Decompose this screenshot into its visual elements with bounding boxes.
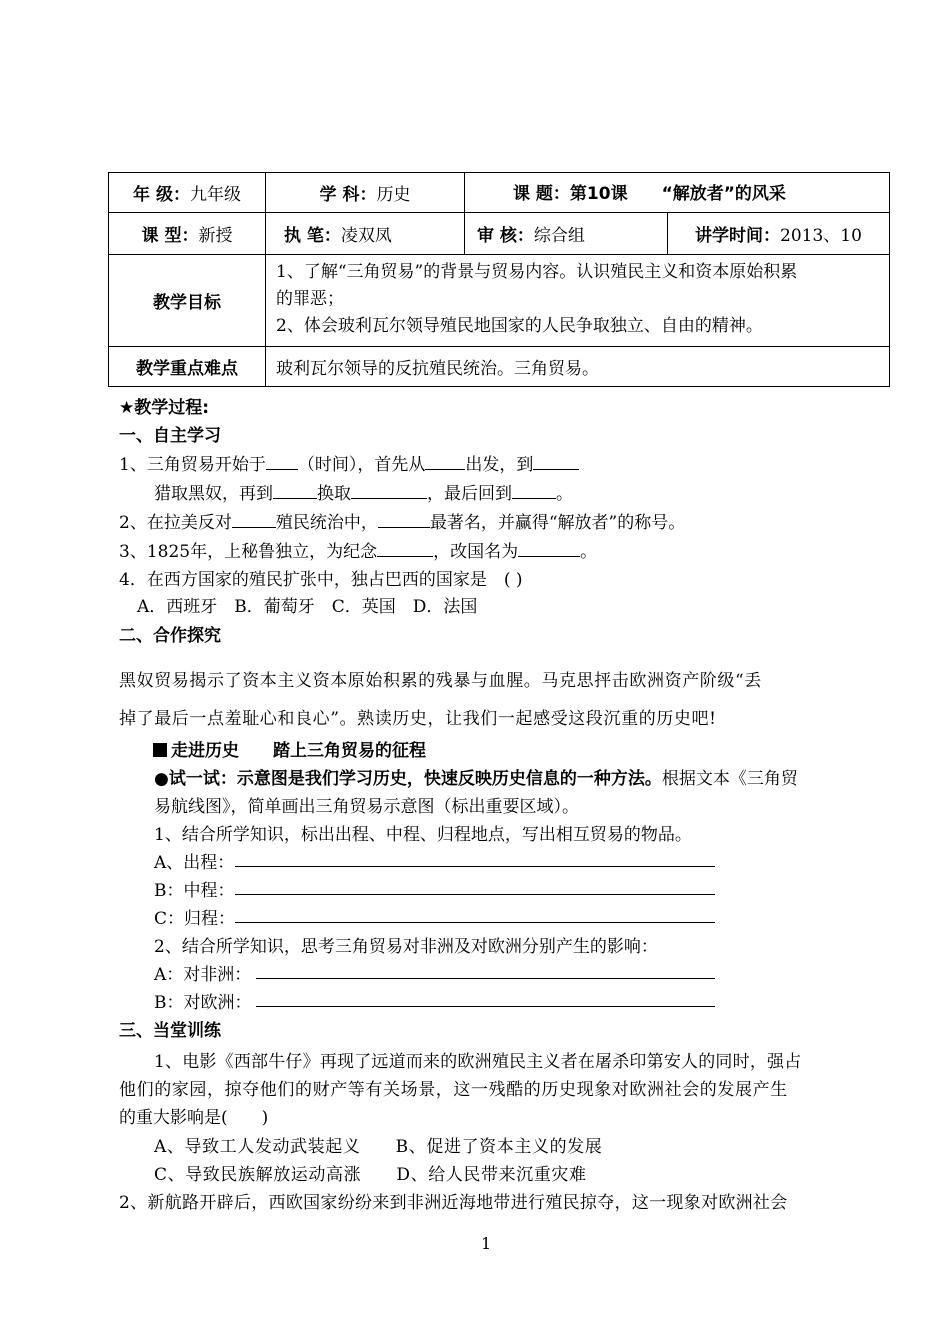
- section2-title: 二、合作探究: [119, 626, 221, 646]
- author-cell: [266, 213, 465, 255]
- s1-q1-g: 。: [556, 484, 573, 504]
- s1-q2-b: 殖民统治中，: [275, 513, 378, 533]
- goal-1a: 1、了解“三角贸易”的背景与贸易内容。认识殖民主义和资本原始积累: [276, 262, 798, 282]
- topic-label: 课 题：: [513, 184, 570, 204]
- s3-q1-line1: 1、电影《西部牛仔》再现了远道而来的欧洲殖民主义者在屠杀印第安人的同时，强占: [154, 1052, 802, 1072]
- s2-try-bold: ●试一试：示意图是我们学习历史，快速反映历史信息的一种方法。: [154, 769, 662, 789]
- grade-cell: [109, 173, 266, 213]
- answer-line: [256, 978, 715, 979]
- s3-q2-line1: 2、新航路开辟后，西欧国家纷纷来到非洲近海地带进行殖民掠夺，这一现象对欧洲社会: [119, 1193, 788, 1213]
- key-value: 玻利瓦尔领导的反抗殖民统治。三角贸易。: [266, 347, 890, 387]
- s2-africa-label: A：对非洲：: [154, 965, 252, 985]
- goal-2: 2、体会玻利瓦尔领导殖民地国家的人民争取独立、自由的精神。: [276, 316, 763, 336]
- section1-title: 一、自主学习: [119, 426, 221, 446]
- s1-q3-c: 。: [580, 542, 598, 562]
- s1-q4: 4．在西方国家的殖民扩张中，独占巴西的国家是 ( ): [119, 570, 523, 590]
- s2-try-line1: [154, 764, 798, 789]
- time-cell: [668, 213, 890, 255]
- author-label: 执 笔：: [284, 226, 341, 246]
- type-cell: [109, 213, 266, 255]
- blank: [425, 452, 465, 470]
- subject-value: 历史: [376, 185, 411, 205]
- s1-q3-a: 3、1825年，上秘鲁独立，为纪念: [119, 542, 378, 562]
- blank: [377, 539, 433, 557]
- blank: [378, 510, 430, 528]
- time-value: 2013、10: [780, 226, 862, 246]
- s2-a-label: A、出程：: [154, 853, 235, 873]
- answer-line: [235, 922, 715, 923]
- blank: [273, 481, 317, 499]
- s2-task2: 2、结合所学知识，思考三角贸易对非洲及对欧洲分别产生的影响：: [154, 937, 658, 957]
- goal-1b: 的罪恶；: [276, 289, 344, 309]
- section3-title: 三、当堂训练: [119, 1021, 221, 1041]
- blank: [232, 510, 276, 528]
- author-value: 凌双凤: [340, 226, 392, 246]
- goals-content: [266, 255, 890, 347]
- s2-try-line2: 易航线图》，简单画出三角贸易示意图（标出重要区域）。: [154, 797, 579, 817]
- s1-q2-a: 2、在拉美反对: [119, 513, 232, 533]
- s2-c-label: C：归程：: [154, 909, 236, 929]
- s1-q1-a: 1、三角贸易开始于: [119, 455, 266, 475]
- s1-q1-c: 出发，到: [465, 455, 534, 475]
- page-number: 1: [481, 1234, 492, 1253]
- blank: [518, 539, 580, 557]
- key-label: 教学重点难点: [109, 347, 266, 387]
- square-bullet-icon: [153, 743, 167, 757]
- s2-intro-2: 掉了最后一点羞耻心和良心”。熟读历史，让我们一起感受这段沉重的历史吧!: [119, 709, 717, 729]
- s1-q1-e: 换取: [317, 484, 351, 504]
- topic-value: 第10课 “解放者”的风采: [569, 184, 786, 204]
- s1-q2-c: 最著名，并赢得“解放者”的称号。: [429, 513, 686, 533]
- s2-intro-1: 黑奴贸易揭示了资本主义资本原始积累的残暴与血腥。马克思抨击欧洲资产阶级“丢: [119, 671, 762, 691]
- header-table: [108, 172, 890, 387]
- subject-label: 学 科：: [319, 185, 377, 205]
- blank: [512, 481, 556, 499]
- s1-q1-line1: [119, 450, 579, 475]
- blank: [351, 481, 427, 499]
- blank: [266, 452, 298, 470]
- s1-q1-b: （时间），首先从: [297, 455, 426, 475]
- topic-cell: [465, 173, 890, 213]
- type-label: 课 型：: [141, 226, 199, 246]
- answer-line: [235, 894, 715, 895]
- s2-subtitle-text: 走进历史 踏上三角贸易的征程: [171, 741, 426, 761]
- review-value: 综合组: [533, 226, 585, 246]
- answer-line: [235, 866, 715, 867]
- blank: [533, 452, 579, 470]
- s2-try-rest: 根据文本《三角贸: [661, 769, 798, 789]
- subject-cell: [266, 173, 465, 213]
- s3-q1-opt-ab: A、导致工人发动武装起义 B、促进了资本主义的发展: [154, 1137, 603, 1157]
- s1-q3-b: ，改国名为: [433, 542, 519, 562]
- process-title: ★教学过程:: [119, 398, 210, 418]
- grade-value: 九年级: [189, 185, 241, 205]
- s1-q4-options: A．西班牙 B．葡萄牙 C．英国 D．法国: [137, 597, 478, 617]
- s1-q1-line2: [154, 479, 573, 504]
- s1-q2: [119, 508, 685, 533]
- goals-label: 教学目标: [109, 255, 266, 347]
- s1-q3: [119, 537, 597, 562]
- review-label: 审 核：: [477, 226, 534, 246]
- s3-q1-line3: 的重大影响是( ): [119, 1108, 269, 1128]
- s2-task1: 1、结合所学知识，标出出程、中程、归程地点，写出相互贸易的物品。: [154, 825, 692, 845]
- s3-q1-opt-cd: C、导致民族解放运动高涨 D、给人民带来沉重灾难: [154, 1165, 587, 1185]
- s2-europe-label: B：对欧洲：: [154, 993, 252, 1013]
- s1-q1-f: ，最后回到: [427, 484, 512, 504]
- grade-label: 年 级：: [133, 185, 190, 205]
- s3-q1-line2: 他们的家园，掠夺他们的财产等有关场景，这一残酷的历史现象对欧洲社会的发展产生: [119, 1080, 788, 1100]
- review-cell: [465, 213, 668, 255]
- time-label: 讲学时间：: [695, 226, 781, 246]
- answer-line: [256, 1006, 715, 1007]
- s2-b-label: B：中程：: [154, 881, 235, 901]
- s1-q1-d: 猎取黑奴，再到: [154, 484, 273, 504]
- type-value: 新授: [198, 226, 233, 246]
- s2-subtitle: [153, 736, 426, 761]
